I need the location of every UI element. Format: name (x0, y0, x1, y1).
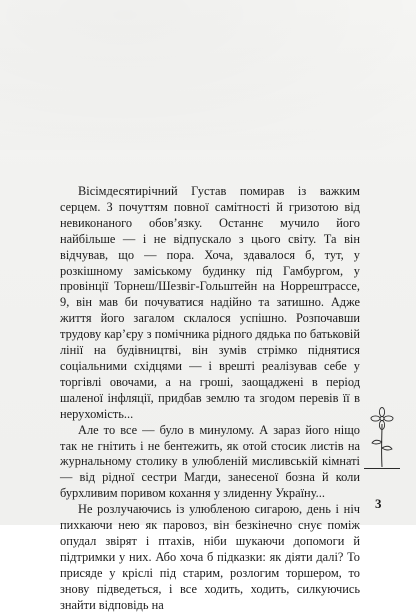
body-text (60, 184, 360, 613)
flower-sketch-icon (368, 404, 396, 468)
paragraph-1: Вісімдесятирічний Густав помирав із важким серцем. З почуттям повної самітності й гризотою від невиконаного обов’язку. Останнє мучило його найбільше — і не відпускало з цього світу. Та він відчував, що — пора. Хоча, здавалося б, тут, у розкішному заміському будинку під Гамбургом, у провінції Торнеш/Шезвіг-Гольштейн на Норрештрассе, 9, він мав би почуватися надійно та затишно. Адже життя його загалом склалося успішно. Розпочавши трудову кар’єру з помічника рідного дядька по батьковій лінії на будівництві, він зумів стрімко піднятися соціальними східцями — і врешті реалізував себе у торгівлі овочами, а на гроші, заощаджені в період шаленої інфляції, придбав землю та згодом перевів її в нерухомість... (60, 184, 360, 421)
page-number: 3 (375, 496, 382, 511)
paragraph-2: Але то все — було в минулому. А зараз його ніщо так не гнітить і не бентежить, як отой стосик листів на журнальному столику в улюбленій мисливській кімнаті — від рідної сестри Магди, занесеної бозна й коли бурхливим поривом кохання у злиденну Україну... (60, 422, 360, 501)
page-shading (0, 0, 416, 150)
paragraph-3: Не розлучаючись із улюбленою сигарою, день і ніч пихкаючи нею як паровоз, він безкінечно снує поміж опудал звірят і птахів, ніби шукаючи допомоги й підтримки у них. Або хоча б підказки: як діяти далі? То присяде у кріслі під старим, розлогим торшером, то знову підведеться, і все ходить, ходить, силкуючись знайти відповідь на (60, 502, 360, 612)
folio-rule (364, 468, 400, 469)
